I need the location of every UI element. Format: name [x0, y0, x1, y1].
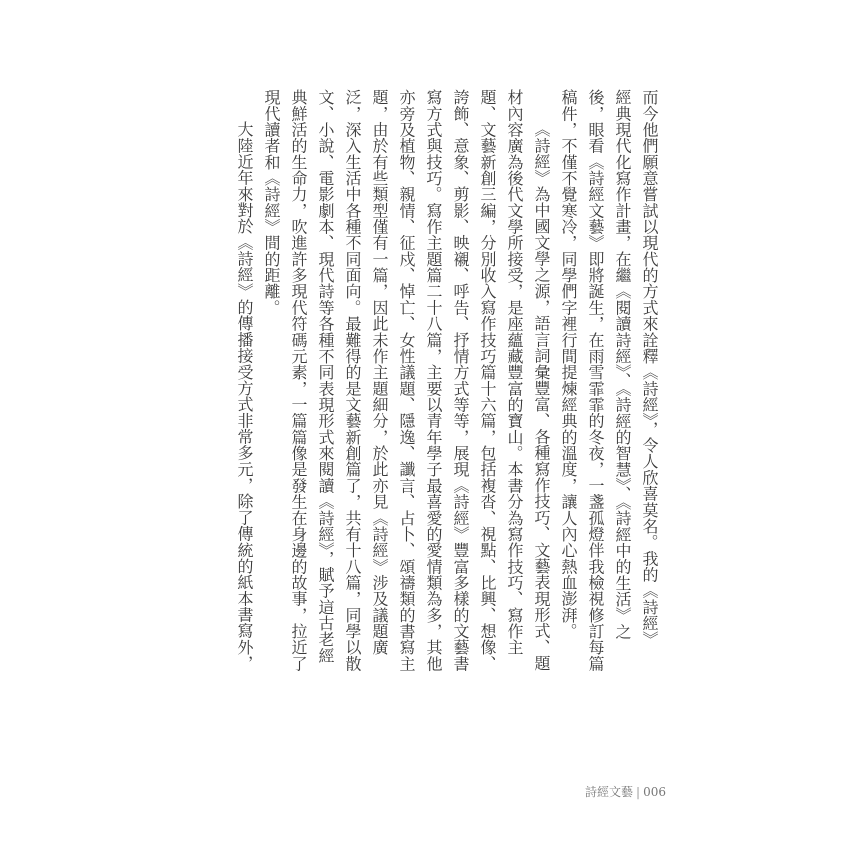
text-column: 典鮮活的生命力，吹進許多現代符碼元素，一篇篇像是發生在身邊的故事，拉近了 [289, 89, 308, 672]
running-title: 詩經文藝 [585, 785, 634, 799]
text-column: 泛，深入生活中各種不同面向。最難得的是文藝新創篇了，共有十八篇，同學以散 [343, 89, 362, 672]
text-column: 《詩經》為中國文學之源，語言詞彙豐富、各種寫作技巧、文藝表現形式、題 [532, 121, 551, 672]
text-column: 誇飾、意象、剪影、映襯、呼告、抒情方式等等，展現《詩經》豐富多樣的文藝書 [451, 89, 470, 672]
text-column: 經典現代化寫作計畫，在繼《閱讀詩經》、《詩經的智慧》、《詩經中的生活》之 [613, 89, 632, 640]
footer-separator: | [636, 785, 641, 799]
text-column: 材內容廣為後代文學所接受，是座蘊藏豐富的寶山。本書分為寫作技巧、寫作主 [505, 89, 524, 656]
text-column: 文、小說、電影劇本、現代詩等各種不同表現形式來閱讀《詩經》，賦予這古老經 [316, 89, 335, 664]
text-column: 而今他們願意嘗試以現代的方式來詮釋《詩經》，令人欣喜莫名。我的《詩經》 [640, 89, 659, 648]
text-column: 亦旁及植物、親情、征戍、悼亡、女性議題、隱逸、讖言、占卜、頌禱類的書寫主 [397, 89, 416, 672]
body-text [231, 89, 663, 679]
text-column: 稿件，不僅不覺寒冷，同學們字裡行間提煉經典的溫度，讓人內心熱血澎湃。 [559, 89, 578, 640]
text-column: 寫方式與技巧。寫作主題篇二十八篇，主要以青年學子最喜愛的愛情類為多，其他 [424, 89, 443, 672]
text-column: 題，由於有些類型僅有一篇，因此未作主題細分，於此亦見《詩經》涉及議題廣 [370, 89, 389, 656]
page-number: 006 [643, 785, 666, 799]
text-column: 大陸近年來對於《詩經》的傳播接受方式非常多元，除了傳統的紙本書寫外， [235, 121, 254, 672]
text-column: 現代讀者和《詩經》間的距離。 [262, 89, 281, 316]
text-column: 後，眼看《詩經文藝》即將誕生，在雨雪霏霏的冬夜，一盞孤燈伴我檢視修訂每篇 [586, 89, 605, 672]
text-column: 題、文藝新創三編，分別收入寫作技巧篇十六篇，包括複沓、視點、比興、想像、 [478, 89, 497, 672]
page-footer [585, 783, 666, 800]
